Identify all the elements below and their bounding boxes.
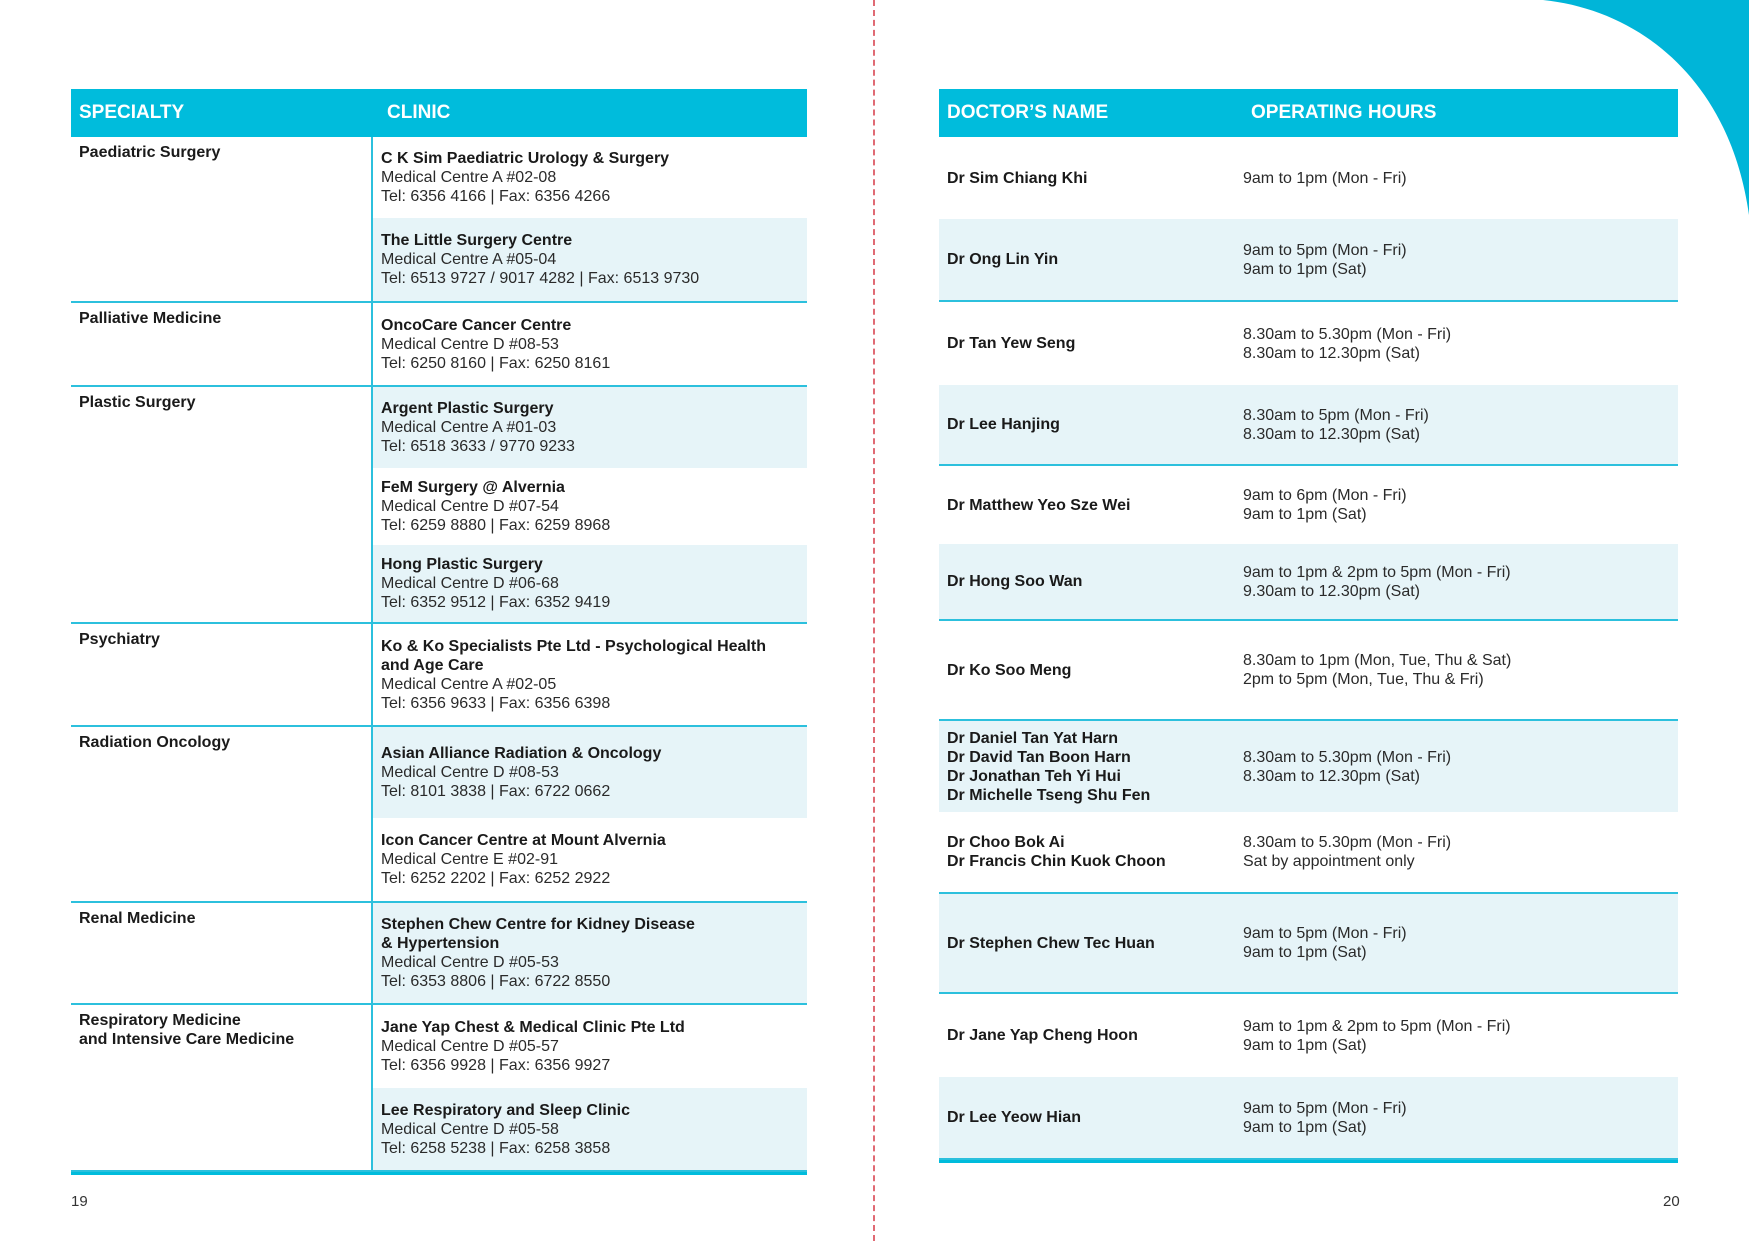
clinic-contact: Tel: 6356 9633 | Fax: 6356 6398 (381, 694, 611, 712)
doctor-row (939, 466, 1678, 544)
clinic-location: Medical Centre A #02-08 (381, 169, 557, 186)
clinic-entry (373, 1005, 807, 1088)
doctor-names (939, 833, 1243, 871)
clinic-location: Medical Centre D #05-57 (381, 1038, 559, 1055)
hours-line: 8.30am to 5.30pm (Mon - Fri) (1243, 834, 1452, 851)
doctor-row (939, 385, 1678, 466)
doctor-names (939, 934, 1243, 953)
hours-line: 9am to 1pm (Sat) (1243, 1036, 1367, 1054)
specialty-group (71, 624, 807, 727)
clinic-entry (373, 387, 807, 468)
specialty-group (71, 1005, 807, 1172)
clinic-contact: Tel: 6259 8880 | Fax: 6259 8968 (381, 517, 611, 534)
specialty-cell (71, 387, 371, 622)
clinic-entry (373, 624, 807, 725)
table-bottom-rule (939, 1160, 1678, 1163)
doctor-name: Dr Ko Soo Meng (947, 661, 1072, 679)
clinic-list (371, 387, 807, 622)
clinic-entry (373, 218, 807, 301)
doctor-name-header: DOCTOR’S NAME (947, 102, 1109, 123)
clinic-name: Jane Yap Chest & Medical Clinic Pte Ltd (381, 1019, 685, 1036)
doctor-hours-table (939, 137, 1678, 1160)
doctor-name: Dr Jane Yap Cheng Hoon (947, 1027, 1138, 1044)
clinic-contact: Tel: 6353 8806 | Fax: 6722 8550 (381, 973, 611, 990)
doctor-name: Dr Lee Hanjing (947, 416, 1060, 433)
page-divider (873, 0, 875, 1241)
clinic-name: Asian Alliance Radiation & Oncology (381, 745, 662, 762)
hours-line: 9am to 1pm & 2pm to 5pm (Mon - Fri) (1243, 563, 1511, 581)
clinic-list (371, 727, 807, 901)
specialty-group (71, 727, 807, 903)
right-page (939, 89, 1678, 1163)
specialty-clinic-table (71, 137, 807, 1172)
clinic-name: Ko & Ko Specialists Pte Ltd - Psychological Health (381, 637, 766, 655)
specialty-cell (71, 303, 371, 385)
hours-line: 9am to 1pm (Sat) (1243, 506, 1367, 523)
hours-line: 9am to 5pm (Mon - Fri) (1243, 925, 1407, 942)
doctor-name: Dr Michelle Tseng Shu Fen (947, 786, 1151, 804)
clinic-location: Medical Centre E #02-91 (381, 851, 558, 868)
left-page (71, 89, 807, 1175)
doctor-row (939, 894, 1678, 994)
specialty-name: Psychiatry (79, 631, 160, 648)
clinic-name-cont: & Hypertension (381, 935, 500, 952)
hours-line: 9.30am to 12.30pm (Sat) (1243, 582, 1420, 600)
page-number-left: 19 (71, 1193, 88, 1210)
doctor-names (939, 572, 1243, 591)
operating-hours (1243, 924, 1678, 962)
doctor-row (939, 544, 1678, 621)
clinic-contact: Tel: 6356 9928 | Fax: 6356 9927 (381, 1057, 611, 1074)
clinic-entry (373, 727, 807, 818)
doctor-name: Dr Choo Bok Ai (947, 834, 1065, 851)
clinic-location: Medical Centre D #08-53 (381, 764, 559, 781)
clinic-contact: Tel: 6252 2202 | Fax: 6252 2922 (381, 870, 611, 887)
clinic-name: The Little Surgery Centre (381, 232, 573, 249)
operating-hours (1243, 1017, 1678, 1055)
clinic-name: OncoCare Cancer Centre (381, 316, 572, 334)
clinic-contact: Tel: 6513 9727 / 9017 4282 | Fax: 6513 9730 (381, 270, 700, 287)
clinic-location: Medical Centre A #05-04 (381, 251, 557, 268)
operating-hours (1243, 651, 1678, 689)
clinic-location: Medical Centre D #07-54 (381, 498, 559, 515)
table-bottom-rule (71, 1172, 807, 1175)
doctor-name: Dr Hong Soo Wan (947, 573, 1083, 590)
doctor-name: Dr Matthew Yeo Sze Wei (947, 496, 1131, 514)
doctor-names (939, 250, 1243, 269)
hours-line: 9am to 1pm & 2pm to 5pm (Mon - Fri) (1243, 1017, 1511, 1035)
specialty-cell (71, 727, 371, 901)
clinic-name: Argent Plastic Surgery (381, 400, 554, 417)
specialty-name: Palliative Medicine (79, 310, 222, 327)
specialty-name: Renal Medicine (79, 910, 196, 927)
clinic-contact: Tel: 6250 8160 | Fax: 6250 8161 (381, 354, 611, 372)
specialty-name: Plastic Surgery (79, 394, 196, 411)
clinic-contact: Tel: 6352 9512 | Fax: 6352 9419 (381, 594, 611, 611)
doctor-names (939, 496, 1243, 515)
doctor-name: Dr Sim Chiang Khi (947, 169, 1088, 187)
specialty-name: Respiratory Medicine (79, 1012, 241, 1029)
clinic-location: Medical Centre D #05-53 (381, 954, 559, 971)
doctor-name: Dr Francis Chin Kuok Choon (947, 853, 1166, 870)
doctor-names (939, 415, 1243, 434)
clinic-list (371, 624, 807, 725)
clinic-entry (373, 468, 807, 545)
clinic-contact: Tel: 8101 3838 | Fax: 6722 0662 (381, 783, 611, 800)
doctor-names (939, 169, 1243, 188)
hours-line: 8.30am to 12.30pm (Sat) (1243, 425, 1420, 443)
clinic-entry (373, 137, 807, 218)
specialty-name: Paediatric Surgery (79, 144, 221, 161)
doctor-name: Dr Stephen Chew Tec Huan (947, 934, 1155, 952)
clinic-name: Lee Respiratory and Sleep Clinic (381, 1101, 630, 1119)
doctor-name: Dr Jonathan Teh Yi Hui (947, 767, 1121, 785)
specialty-group (71, 903, 807, 1005)
doctor-names (939, 1026, 1243, 1045)
doctor-name: Dr Tan Yew Seng (947, 335, 1076, 352)
specialty-cell (71, 624, 371, 725)
operating-hours (1243, 406, 1678, 444)
specialty-name: Radiation Oncology (79, 734, 231, 751)
operating-hours (1243, 563, 1678, 601)
specialty-cell (71, 137, 371, 301)
clinic-location: Medical Centre A #01-03 (381, 419, 557, 436)
specialty-group (71, 137, 807, 303)
left-table-header (71, 89, 807, 137)
clinic-name: Icon Cancer Centre at Mount Alvernia (381, 832, 666, 849)
clinic-contact: Tel: 6518 3633 / 9770 9233 (381, 438, 575, 455)
hours-line: 9am to 1pm (Mon - Fri) (1243, 169, 1407, 187)
clinic-entry (373, 303, 807, 385)
hours-line: 8.30am to 12.30pm (Sat) (1243, 344, 1420, 362)
doctor-row (939, 812, 1678, 894)
operating-hours (1243, 325, 1678, 363)
hours-line: 9am to 5pm (Mon - Fri) (1243, 241, 1407, 259)
operating-hours (1243, 241, 1678, 279)
clinic-name: Stephen Chew Centre for Kidney Disease (381, 916, 695, 933)
doctor-row (939, 621, 1678, 721)
clinic-name: FeM Surgery @ Alvernia (381, 479, 565, 496)
hours-line: 8.30am to 5.30pm (Mon - Fri) (1243, 325, 1452, 343)
hours-line: 8.30am to 12.30pm (Sat) (1243, 767, 1420, 785)
clinic-contact: Tel: 6258 5238 | Fax: 6258 3858 (381, 1139, 611, 1157)
doctor-name: Dr Lee Yeow Hian (947, 1109, 1081, 1126)
hours-line: 8.30am to 5.30pm (Mon - Fri) (1243, 748, 1452, 766)
doctor-names (939, 334, 1243, 353)
operating-hours (1243, 169, 1678, 188)
specialty-cell (71, 1005, 371, 1170)
clinic-list (371, 1005, 807, 1170)
doctor-row (939, 219, 1678, 302)
clinic-name: Hong Plastic Surgery (381, 556, 543, 573)
hours-line: 9am to 1pm (Sat) (1243, 944, 1367, 961)
operating-hours-header: OPERATING HOURS (1251, 102, 1437, 123)
clinic-list (371, 137, 807, 301)
doctor-row (939, 302, 1678, 385)
operating-hours (1243, 833, 1678, 871)
doctor-names (939, 1108, 1243, 1127)
operating-hours (1243, 486, 1678, 524)
doctor-row (939, 137, 1678, 219)
doctor-names (939, 729, 1243, 805)
right-table-header (939, 89, 1678, 137)
specialty-group (71, 387, 807, 624)
specialty-cell (71, 903, 371, 1003)
operating-hours (1243, 1099, 1678, 1137)
clinic-list (371, 903, 807, 1003)
clinic-entry (373, 1088, 807, 1170)
hours-line: 2pm to 5pm (Mon, Tue, Thu & Fri) (1243, 671, 1484, 688)
doctor-name: Dr David Tan Boon Harn (947, 748, 1131, 766)
hours-line: 9am to 5pm (Mon - Fri) (1243, 1099, 1407, 1117)
hours-line: Sat by appointment only (1243, 853, 1415, 870)
hours-line: 8.30am to 5pm (Mon - Fri) (1243, 406, 1429, 424)
page-number-right: 20 (1663, 1193, 1680, 1210)
specialty-name-cont: and Intensive Care Medicine (79, 1031, 295, 1048)
hours-line: 9am to 1pm (Sat) (1243, 1118, 1367, 1136)
clinic-entry (373, 903, 807, 1003)
doctor-name: Dr Ong Lin Yin (947, 251, 1059, 268)
hours-line: 9am to 6pm (Mon - Fri) (1243, 487, 1407, 504)
hours-line: 9am to 1pm (Sat) (1243, 260, 1367, 278)
clinic-name-cont: and Age Care (381, 656, 484, 674)
hours-line: 8.30am to 1pm (Mon, Tue, Thu & Sat) (1243, 652, 1512, 669)
clinic-contact: Tel: 6356 4166 | Fax: 6356 4266 (381, 188, 611, 205)
doctor-row (939, 994, 1678, 1077)
clinic-entry (373, 818, 807, 901)
clinic-location: Medical Centre D #08-53 (381, 335, 559, 353)
clinic-entry (373, 545, 807, 622)
doctor-row (939, 1077, 1678, 1160)
specialty-header: SPECIALTY (79, 102, 185, 123)
doctor-name: Dr Daniel Tan Yat Harn (947, 729, 1119, 747)
clinic-header: CLINIC (387, 102, 451, 123)
doctor-names (939, 661, 1243, 680)
clinic-list (371, 303, 807, 385)
operating-hours (1243, 748, 1678, 786)
clinic-location: Medical Centre A #02-05 (381, 675, 557, 693)
clinic-location: Medical Centre D #05-58 (381, 1120, 559, 1138)
clinic-name: C K Sim Paediatric Urology & Surgery (381, 150, 670, 167)
clinic-location: Medical Centre D #06-68 (381, 575, 559, 592)
doctor-row (939, 721, 1678, 812)
specialty-group (71, 303, 807, 387)
